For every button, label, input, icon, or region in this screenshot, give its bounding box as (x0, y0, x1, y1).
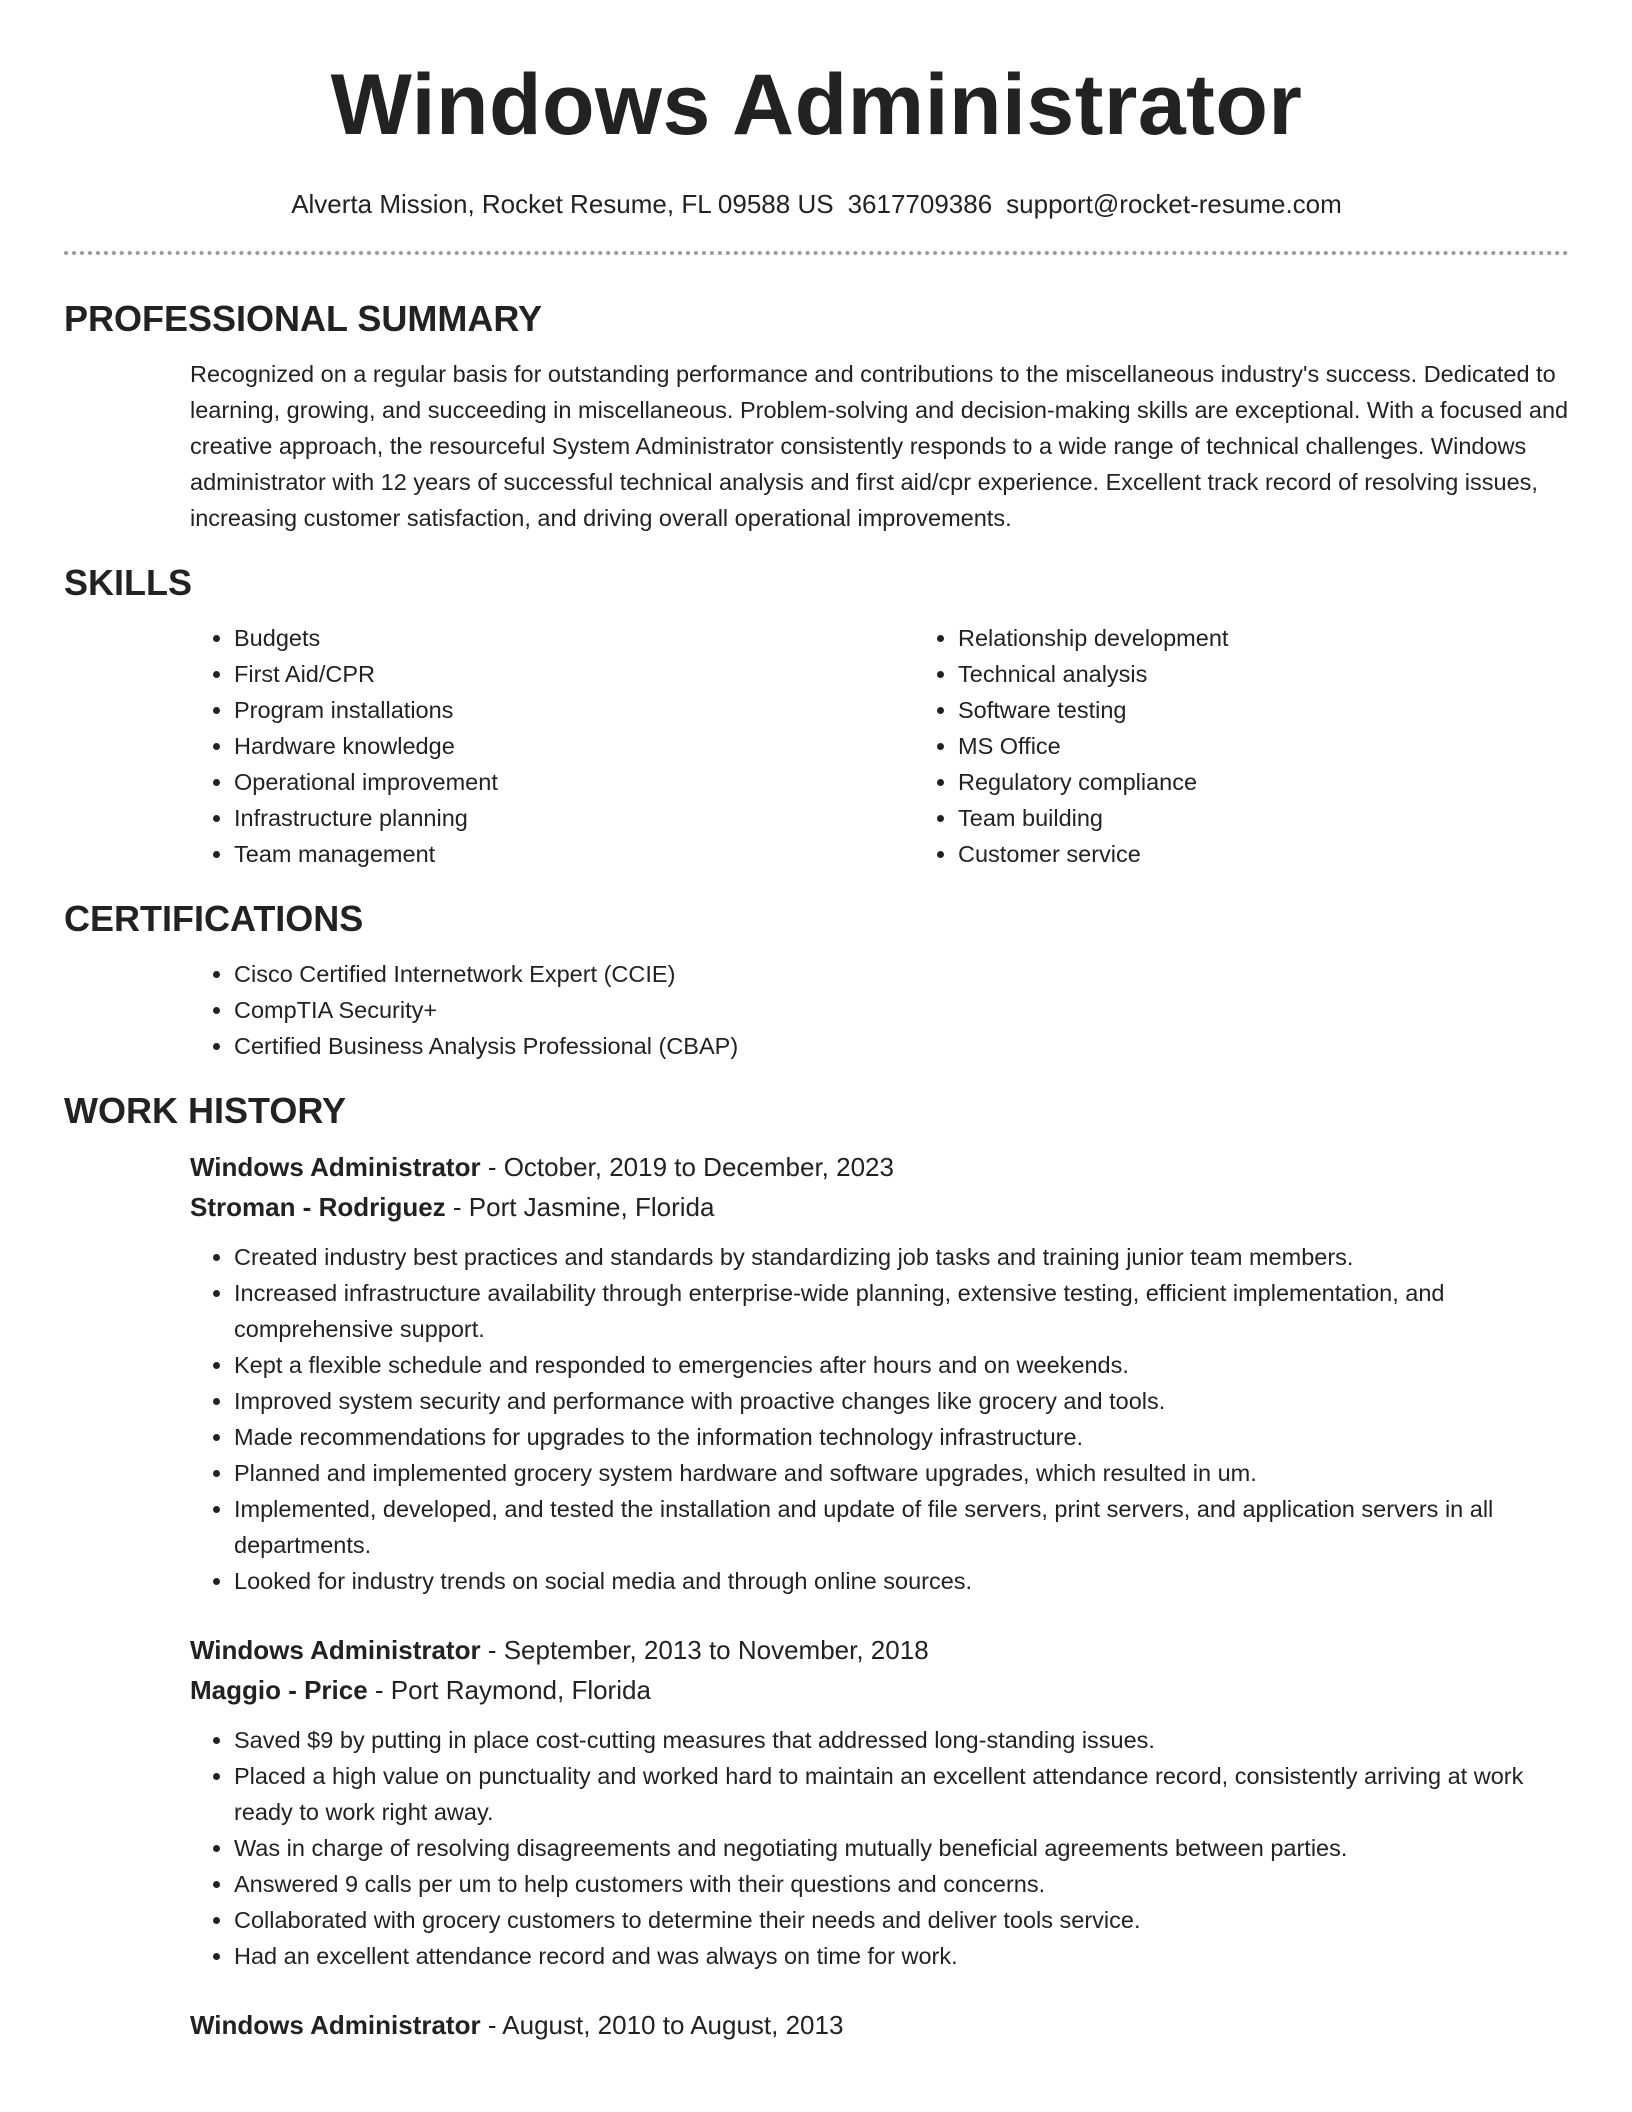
job-title-line (190, 1630, 1569, 1670)
job-location: - Port Raymond, Florida (367, 1674, 651, 1705)
job-bullet: • Was in charge of resolving disagreements and negotiating mutually beneficial agreements between parties. (234, 1830, 1569, 1866)
job-title-line (190, 1147, 1569, 1187)
skill-item: • Customer service (958, 836, 1569, 872)
job-entry (190, 2005, 1569, 2045)
skill-item: • Infrastructure planning (234, 800, 914, 836)
skill-item: • Operational improvement (234, 764, 914, 800)
resume-name: Windows Administrator (330, 57, 1303, 153)
summary-block (190, 356, 1569, 536)
job-entry (190, 1630, 1569, 1974)
section-title-summary: PROFESSIONAL SUMMARY (64, 297, 543, 339)
job-bullet: • Looked for industry trends on social media and through online sources. (234, 1563, 1569, 1599)
section-title-certifications: CERTIFICATIONS (64, 897, 364, 939)
skill-item: • Relationship development (958, 620, 1569, 656)
contact-address: Alverta Mission, Rocket Resume, FL 09588 US (291, 188, 834, 219)
section-title-work-history: WORK HISTORY (64, 1089, 347, 1131)
job-bullet: • Planned and implemented grocery system hardware and software upgrades, which resulted in um. (234, 1455, 1569, 1491)
job-dates: - August, 2010 to August, 2013 (480, 2009, 844, 2040)
job-bullet: • Had an excellent attendance record and was always on time for work. (234, 1938, 1569, 1974)
job-bullet: • Implemented, developed, and tested the installation and update of file servers, print servers, and application servers in all departments. (234, 1491, 1569, 1563)
skill-item: • Budgets (234, 620, 914, 656)
job-company: Stroman - Rodriguez (190, 1191, 446, 1222)
job-bullets (190, 1239, 1569, 1599)
job-company-line (190, 1187, 1569, 1227)
job-dates: - September, 2013 to November, 2018 (480, 1634, 929, 1665)
job-bullet: • Made recommendations for upgrades to the information technology infrastructure. (234, 1419, 1569, 1455)
job-bullet: • Kept a flexible schedule and responded to emergencies after hours and on weekends. (234, 1347, 1569, 1383)
contact-email: support@rocket-resume.com (1006, 188, 1342, 219)
summary-text: Recognized on a regular basis for outstanding performance and contributions to the miscellaneous industry's success. Dedicated to learning, growing, and succeeding in miscellaneous. Problem-solving and decision-making skills are exceptional. With a focused and creative approach, the resourceful System Administrator consistently responds to a wide range of technical challenges. Windows administrator with 12 years of successful technical analysis and first aid/cpr experience. Excellent track record of resolving issues, increasing customer satisfaction, and driving overall operational improvements. (190, 360, 1569, 531)
skill-item: • MS Office (958, 728, 1569, 764)
contact-phone: 3617709386 (847, 188, 993, 219)
skills-column-right (914, 620, 1569, 872)
skill-item: • Regulatory compliance (958, 764, 1569, 800)
skill-item: • Team building (958, 800, 1569, 836)
certifications-list (190, 956, 1569, 1064)
job-bullet: • Improved system security and performance with proactive changes like grocery and tools. (234, 1383, 1569, 1419)
resume-page (64, 0, 1569, 2112)
job-company-line (190, 1670, 1569, 1710)
job-title-line (190, 2005, 1569, 2045)
certification-item: • CompTIA Security+ (234, 992, 1569, 1028)
job-title: Windows Administrator (190, 1151, 481, 1182)
skill-item: • First Aid/CPR (234, 656, 914, 692)
job-title: Windows Administrator (190, 1634, 481, 1665)
header-divider (64, 251, 1569, 255)
skill-item: • Program installations (234, 692, 914, 728)
job-title: Windows Administrator (190, 2009, 481, 2040)
job-bullet: • Increased infrastructure availability through enterprise-wide planning, extensive testing, efficient implementation, and comprehensive support. (234, 1275, 1569, 1347)
job-entry (190, 1147, 1569, 1599)
skill-item: • Software testing (958, 692, 1569, 728)
certification-item: • Certified Business Analysis Professional (CBAP) (234, 1028, 1569, 1064)
job-bullet: • Placed a high value on punctuality and worked hard to maintain an excellent attendance record, consistently arriving at work ready to work right away. (234, 1758, 1569, 1830)
contact-line (64, 186, 1569, 222)
certifications-block (190, 956, 1569, 1064)
skills-column-left (190, 620, 914, 872)
job-bullets (190, 1722, 1569, 1974)
certification-item: • Cisco Certified Internetwork Expert (CCIE) (234, 956, 1569, 992)
skill-item: • Hardware knowledge (234, 728, 914, 764)
skill-item: • Team management (234, 836, 914, 872)
job-company: Maggio - Price (190, 1674, 368, 1705)
skills-list (190, 620, 1569, 872)
section-title-skills: SKILLS (64, 561, 193, 603)
job-bullet: • Collaborated with grocery customers to determine their needs and deliver tools service. (234, 1902, 1569, 1938)
skill-item: • Technical analysis (958, 656, 1569, 692)
job-bullet: • Created industry best practices and standards by standardizing job tasks and training junior team members. (234, 1239, 1569, 1275)
job-bullet: • Saved $9 by putting in place cost-cutting measures that addressed long-standing issues. (234, 1722, 1569, 1758)
job-location: - Port Jasmine, Florida (445, 1191, 715, 1222)
job-bullet: • Answered 9 calls per um to help customers with their questions and concerns. (234, 1866, 1569, 1902)
job-dates: - October, 2019 to December, 2023 (480, 1151, 894, 1182)
